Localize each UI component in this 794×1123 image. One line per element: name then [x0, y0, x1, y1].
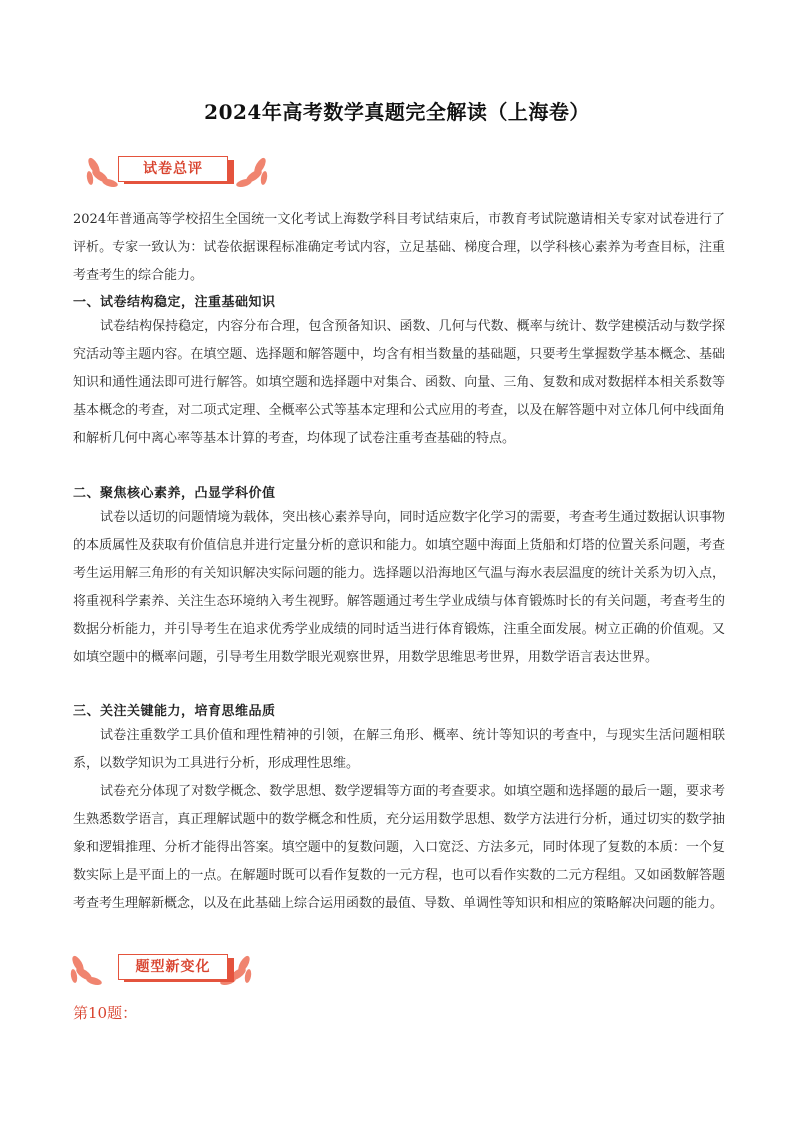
body-paragraph-1: 试卷结构保持稳定，内容分布合理，包含预备知识、函数、几何与代数、概率与统计、数学建模活动与数学探究活动等主题内容。在填空题、选择题和解答题中，均含有相当数量的基础题，只要考生掌握数学基本概念、基础知识和通性通法即可进行解答。如填空题和选择题中对集合、函数、向量、三角、复数和成对数据样本相关系数等基本概念的考查，对二项式定理、全概率公式等基本定理和公式应用的考查，以及在解答题中对立体几何中线面角和解析几何中离心率等基本计算的考查，均体现了试卷注重考查基础的特点。 — [73, 319, 725, 446]
question-label: 第10题： — [73, 1004, 138, 1022]
body-paragraph-4: 试卷充分体现了对数学概念、数学思想、数学逻辑等方面的考查要求。如填空题和选择题的最后一题，要求考生熟悉数学语言，真正理解试题中的数学概念和性质，充分运用数学思想、数学方法进行分析，通过切实的数学抽象和逻辑推理、分析才能得出答案。填空题中的复数问题，入口宽泛、方法多元，同时体现了复数的本质：一个复数实际上是平面上的一点。在解题时既可以看作复数的一元方程，也可以看作实数的二元方程组。又如函数解答题考查考生理解新概念，以及在此基础上综合运用函数的最值、导数、单调性等知识和相应的策略解决问题的能力。 — [73, 784, 725, 911]
section-banner-label: 题型新变化 — [118, 954, 228, 980]
section-banner-new-types — [66, 950, 256, 986]
page-title: 2024年高考数学真题完全解读（上海卷） — [204, 100, 590, 124]
intro-paragraph: 2024年普通高等学校招生全国统一文化考试上海数学科目考试结束后，市教育考试院邀请相关专家对试卷进行了评析。专家一致认为：试卷依据课程标准确定考试内容，立足基础、梯度合理，以学科核心素养为考查目标，注重考查考生的综合能力。 — [73, 212, 725, 283]
section-heading-2: 二、聚焦核心素养，凸显学科价值 — [73, 486, 276, 501]
section-heading-3: 三、关注关键能力，培育思维品质 — [73, 704, 276, 719]
section-banner-review — [82, 152, 272, 188]
body-paragraph-3: 试卷注重数学工具价值和理性精神的引领，在解三角形、概率、统计等知识的考查中，与现实生活问题相联系，以数学知识为工具进行分析，形成理性思维。 — [73, 728, 725, 771]
body-paragraph-2: 试卷以适切的问题情境为载体，突出核心素养导向，同时适应数字化学习的需要，考查考生通过数据认识事物的本质属性及获取有价值信息并进行定量分析的意识和能力。如填空题中海面上货船和灯塔的位置关系问题，考查考生运用解三角形的有关知识解决实际问题的能力。选择题以沿海地区气温与海水表层温度的统计关系为切入点，将重视科学素养、关注生态环境纳入考生视野。解答题通过考生学业成绩与体育锻炼时长的有关问题，考查考生的数据分析能力，并引导考生在追求优秀学业成绩的同时适当进行体育锻炼，注重全面发展。树立正确的价值观。又如填空题中的概率问题，引导考生用数学眼光观察世界，用数学思维思考世界，用数学语言表达世界。 — [73, 510, 725, 665]
section-banner-label: 试卷总评 — [118, 156, 228, 182]
section-heading-1: 一、试卷结构稳定，注重基础知识 — [73, 295, 276, 310]
